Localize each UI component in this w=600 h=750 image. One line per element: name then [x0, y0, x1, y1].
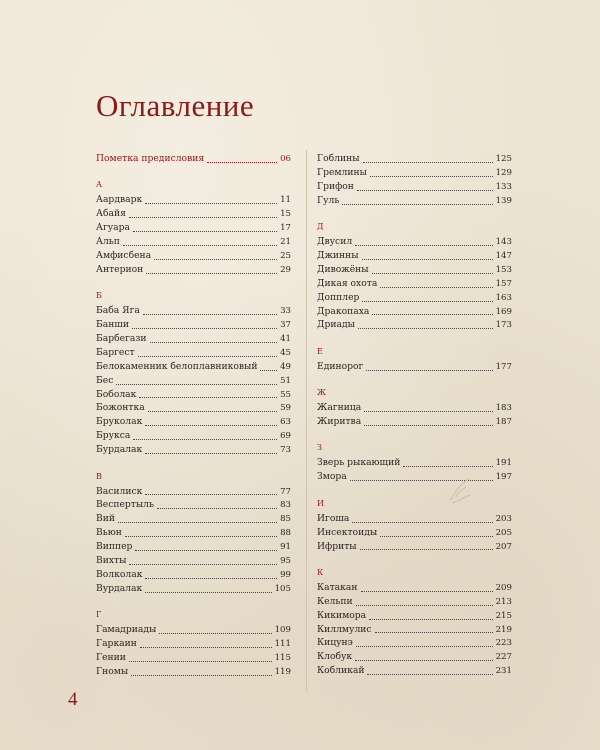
toc-entry[interactable] [317, 401, 512, 415]
entry-title: Гамадриады [96, 624, 157, 636]
dot-leader [207, 161, 277, 163]
toc-entry[interactable] [96, 498, 291, 512]
toc-entry[interactable] [317, 235, 512, 249]
page-title: Оглавление [96, 88, 255, 123]
toc-section [96, 180, 291, 276]
dot-leader [154, 258, 277, 260]
entry-title: Вурдалак [96, 582, 143, 594]
toc-entry[interactable] [96, 485, 291, 499]
entry-page-number: 227 [495, 652, 512, 663]
entry-title: Змора [317, 471, 347, 483]
toc-entry[interactable] [317, 360, 512, 374]
entry-page-number: 231 [495, 666, 512, 677]
entry-page-number: 95 [280, 555, 291, 566]
entry-title: Вьюн [96, 527, 122, 539]
entry-page-number: 197 [495, 472, 512, 483]
toc-entry[interactable] [96, 401, 291, 415]
entry-page-number: 41 [280, 334, 291, 345]
entry-title: Гаркаин [96, 638, 137, 650]
toc-entry[interactable] [317, 305, 512, 319]
dot-leader [370, 175, 493, 177]
entry-title: Аардварк [96, 194, 143, 206]
entry-page-number: 209 [495, 582, 512, 593]
entry-page-number: 163 [495, 292, 512, 303]
toc-entry[interactable] [317, 456, 512, 470]
dot-leader [138, 355, 277, 357]
dot-leader [356, 604, 493, 606]
toc-section [317, 568, 512, 678]
entry-title: Гуль [317, 194, 340, 206]
entry-title: Зверь рыкающий [317, 457, 401, 469]
toc-entry[interactable] [317, 318, 512, 332]
entry-page-number: 29 [280, 264, 291, 275]
dot-leader [369, 618, 492, 620]
entry-title: Абайя [96, 208, 126, 220]
entry-title: Кельпи [317, 595, 353, 607]
dot-leader [355, 244, 492, 246]
entry-page-number: 223 [495, 638, 512, 649]
entry-page-number: 191 [495, 458, 512, 469]
toc-entry[interactable] [317, 470, 512, 484]
entry-title: Бруколак [96, 416, 143, 428]
toc-entry[interactable] [96, 443, 291, 457]
entry-page-number: 63 [280, 417, 291, 428]
entry-page-number: 207 [495, 541, 512, 552]
dot-leader [135, 549, 277, 551]
entry-page-number: 59 [280, 403, 291, 414]
entry-title: Инсектоиды [317, 526, 378, 538]
dot-leader [140, 646, 272, 648]
entry-page-number: 139 [495, 195, 512, 206]
toc-entry[interactable] [96, 152, 291, 166]
entry-page-number: 91 [280, 542, 291, 553]
section-letter: Г [96, 610, 102, 620]
toc-entry[interactable] [96, 582, 291, 596]
section-letter: З [317, 443, 322, 453]
section-letter: И [317, 498, 324, 508]
entry-page-number: 205 [495, 527, 512, 538]
dot-leader [380, 535, 492, 537]
entry-page-number: 88 [280, 528, 291, 539]
dot-leader [129, 216, 277, 218]
entry-page-number: 215 [495, 610, 512, 621]
entry-title: Антерион [96, 263, 144, 275]
toc-entry[interactable] [96, 623, 291, 637]
entry-page-number: 125 [495, 154, 512, 164]
entry-title: Божонтка [96, 402, 145, 414]
entry-title: Клобук [317, 651, 353, 663]
toc-entry[interactable] [317, 623, 512, 637]
entry-title: Волколак [96, 568, 143, 580]
toc-section [317, 499, 512, 554]
toc-entry[interactable] [317, 249, 512, 263]
entry-page-number: 109 [274, 625, 291, 636]
toc-entry[interactable] [96, 235, 291, 249]
entry-page-number: 111 [274, 639, 291, 650]
entry-title: Агуара [96, 222, 131, 234]
entry-page-number: 183 [495, 403, 512, 414]
toc-entry[interactable] [317, 291, 512, 305]
dot-leader [361, 590, 493, 592]
section-letter: Е [317, 346, 323, 356]
dot-leader [139, 396, 277, 398]
entry-title: Единорог [317, 360, 364, 372]
toc-entry[interactable] [317, 180, 512, 194]
dot-leader [372, 313, 492, 315]
section-letter: Ж [317, 388, 326, 398]
toc-entry[interactable] [317, 277, 512, 291]
entry-title: Боболак [96, 388, 137, 400]
dot-leader [133, 438, 277, 440]
toc-entry[interactable] [317, 650, 512, 664]
toc-entry[interactable] [317, 526, 512, 540]
dot-leader [355, 659, 492, 661]
entry-title: Пометка предисловия [96, 153, 205, 164]
entry-title: Белокаменник белоплавниковый [96, 360, 258, 372]
dot-leader [123, 244, 277, 246]
entry-page-number: 133 [495, 181, 512, 192]
toc-entry[interactable] [317, 263, 512, 277]
toc-entry[interactable] [96, 263, 291, 277]
dot-leader [145, 493, 277, 495]
entry-title: Амфисбена [96, 249, 152, 261]
dot-leader [143, 313, 277, 315]
toc-entry[interactable] [96, 388, 291, 402]
dot-leader [145, 424, 277, 426]
dot-leader [129, 660, 272, 662]
dot-leader [362, 300, 492, 302]
toc-entry[interactable] [96, 415, 291, 429]
entry-page-number: 06 [280, 154, 291, 164]
dot-leader [159, 632, 271, 634]
section-letter: Б [96, 291, 102, 301]
dot-leader [133, 230, 277, 232]
section-letter: К [317, 567, 324, 577]
entry-title: Веспертыль [96, 499, 155, 511]
toc-entry[interactable] [317, 609, 512, 623]
dot-leader [360, 548, 493, 550]
entry-title: Джинны [317, 249, 359, 261]
entry-page-number: 177 [495, 361, 512, 372]
entry-title: Бес [96, 374, 114, 386]
dot-leader [145, 577, 277, 579]
entry-page-number: 85 [280, 514, 291, 525]
dot-leader [132, 327, 277, 329]
dot-leader [362, 258, 493, 260]
dot-leader [380, 286, 492, 288]
entry-page-number: 17 [280, 223, 291, 234]
entry-page-number: 105 [274, 583, 291, 594]
toc-section [96, 610, 291, 679]
toc-entry[interactable] [96, 568, 291, 582]
entry-page-number: 119 [274, 666, 291, 677]
entry-title: Грифон [317, 180, 354, 192]
entry-title: Альп [96, 236, 120, 248]
dot-leader [125, 535, 277, 537]
entry-title: Баргест [96, 346, 135, 358]
toc-entry[interactable] [96, 346, 291, 360]
toc-section [317, 152, 512, 208]
dot-leader [342, 203, 492, 205]
entry-page-number: 11 [280, 195, 291, 206]
dot-leader [356, 645, 493, 647]
toc-entry[interactable] [317, 664, 512, 678]
entry-title: Барбегази [96, 333, 147, 345]
dot-leader [148, 410, 277, 412]
toc-column-right [317, 152, 512, 693]
toc-entry[interactable] [317, 194, 512, 208]
toc-entry[interactable] [96, 304, 291, 318]
toc-entry[interactable] [317, 540, 512, 554]
toc-entry[interactable] [96, 249, 291, 263]
toc-column-left [96, 152, 291, 693]
entry-title: Кицунэ [317, 637, 353, 649]
entry-page-number: 213 [495, 596, 512, 607]
toc-entry[interactable] [317, 166, 512, 180]
dot-leader [131, 674, 271, 676]
toc-entry[interactable] [317, 581, 512, 595]
dot-leader [403, 465, 492, 467]
toc-entry[interactable] [317, 152, 512, 166]
entry-page-number: 219 [495, 624, 512, 635]
dot-leader [145, 202, 277, 204]
entry-page-number: 77 [280, 486, 291, 497]
toc-section [96, 152, 291, 166]
toc-entry[interactable] [96, 526, 291, 540]
entry-title: Жагница [317, 402, 362, 414]
toc-entry[interactable] [317, 512, 512, 526]
toc-section [96, 291, 291, 457]
dot-leader [150, 341, 278, 343]
toc-entry[interactable] [317, 415, 512, 429]
toc-entry[interactable] [96, 540, 291, 554]
entry-title: Катакан [317, 581, 358, 593]
dot-leader [129, 563, 277, 565]
toc-entry[interactable] [96, 360, 291, 374]
toc-entry[interactable] [96, 374, 291, 388]
entry-title: Гремлины [317, 166, 367, 178]
entry-title: Кикимора [317, 609, 367, 621]
dot-leader [118, 521, 277, 523]
entry-title: Киллмулис [317, 623, 372, 635]
dot-leader [367, 673, 492, 675]
entry-title: Дракопаха [317, 305, 370, 317]
entry-page-number: 129 [495, 167, 512, 178]
page-number: 4 [68, 689, 78, 710]
toc-section [317, 347, 512, 374]
entry-page-number: 33 [280, 306, 291, 317]
toc-entry[interactable] [96, 207, 291, 221]
entry-title: Бурдалак [96, 444, 143, 456]
toc-entry[interactable] [96, 651, 291, 665]
dot-leader [366, 369, 492, 371]
toc-entry[interactable] [96, 512, 291, 526]
dot-leader [260, 369, 277, 371]
entry-title: Виппер [96, 541, 133, 553]
dot-leader [363, 161, 493, 163]
entry-page-number: 115 [274, 652, 291, 663]
entry-page-number: 153 [495, 264, 512, 275]
dot-leader [375, 631, 493, 633]
toc-entry[interactable] [96, 221, 291, 235]
toc-entry[interactable] [96, 637, 291, 651]
section-letter: Д [317, 222, 324, 232]
entry-title: Банши [96, 319, 130, 331]
section-letter: В [96, 471, 102, 481]
dot-leader [157, 507, 277, 509]
toc-entry[interactable] [96, 332, 291, 346]
entry-page-number: 21 [280, 237, 291, 248]
entry-title: Жиритва [317, 416, 362, 428]
entry-title: Дивожёны [317, 263, 369, 275]
dot-leader [145, 591, 271, 593]
entry-title: Вихты [96, 554, 127, 566]
dot-leader [352, 521, 492, 523]
entry-title: Дриады [317, 319, 355, 331]
dot-leader [116, 383, 277, 385]
dot-leader [372, 272, 493, 274]
dot-leader [146, 272, 277, 274]
toc-entry[interactable] [96, 318, 291, 332]
dot-leader [357, 189, 493, 191]
toc-entry[interactable] [96, 193, 291, 207]
toc-section [317, 222, 512, 332]
column-divider [306, 150, 307, 690]
decorative-sketch [446, 475, 474, 505]
entry-title: Двусил [317, 236, 353, 248]
entry-page-number: 143 [495, 237, 512, 248]
toc-entry[interactable] [96, 554, 291, 568]
dot-leader [145, 452, 277, 454]
entry-page-number: 83 [280, 500, 291, 511]
toc-entry[interactable] [96, 665, 291, 679]
entry-title: Вий [96, 513, 115, 525]
toc-entry[interactable] [317, 636, 512, 650]
entry-title: Дикая охота [317, 277, 378, 289]
entry-page-number: 45 [280, 347, 291, 358]
toc-entry[interactable] [96, 429, 291, 443]
entry-page-number: 55 [280, 389, 291, 400]
entry-page-number: 73 [280, 445, 291, 456]
entry-page-number: 15 [280, 209, 291, 220]
section-letter: А [96, 180, 103, 190]
entry-page-number: 187 [495, 417, 512, 428]
entry-page-number: 203 [495, 513, 512, 524]
dot-leader [358, 327, 493, 329]
entry-title: Василиск [96, 485, 143, 497]
dot-leader [364, 410, 492, 412]
entry-page-number: 157 [495, 278, 512, 289]
entry-page-number: 49 [280, 361, 291, 372]
entry-title: Брукса [96, 430, 131, 442]
entry-title: Гномы [96, 665, 129, 677]
entry-page-number: 51 [280, 375, 291, 386]
entry-page-number: 147 [495, 250, 512, 261]
toc-section [317, 443, 512, 484]
entry-title: Кобликай [317, 665, 365, 677]
toc-section [317, 388, 512, 429]
entry-page-number: 169 [495, 306, 512, 317]
entry-page-number: 69 [280, 431, 291, 442]
entry-page-number: 173 [495, 320, 512, 331]
entry-page-number: 25 [280, 250, 291, 261]
entry-title: Ифриты [317, 540, 357, 552]
entry-title: Игоша [317, 512, 350, 524]
entry-title: Допплер [317, 291, 360, 303]
entry-title: Гении [96, 651, 126, 663]
toc-section [96, 472, 291, 596]
entry-title: Баба Яга [96, 305, 140, 317]
entry-page-number: 99 [280, 569, 291, 580]
toc-entry[interactable] [317, 595, 512, 609]
dot-leader [364, 424, 492, 426]
entry-page-number: 37 [280, 320, 291, 331]
entry-title: Гоблины [317, 153, 360, 164]
